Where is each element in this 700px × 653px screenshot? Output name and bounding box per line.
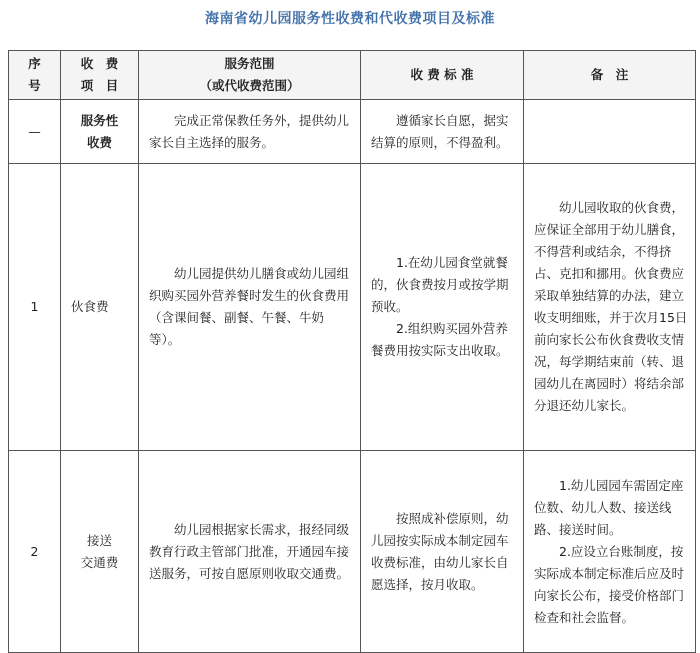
cell-remark: 幼儿园收取的伙食费，应保证全部用于幼儿膳食，不得营利或结余，不得挤占、克扣和挪用。伙食费应采取单独结算的办法，建立收支明细账，并于次月15日前向家长公布伙食费收支情况，每学期结束前（转、退园幼儿在离园时）将结余部分退还幼儿家长。 [524,164,696,451]
cell-item: 接送 交通费 [61,451,139,653]
cell-seq: 1 [9,164,61,451]
cell-seq: 2 [9,451,61,653]
cell-standard: 按照成补偿原则，幼儿园按实际成本制定园车收费标准，由幼儿家长自愿选择，按月收取。 [361,451,524,653]
cell-scope: 幼儿园提供幼儿膳食或幼儿园组织购买园外营养餐时发生的伙食费用（含课间餐、副餐、午餐、牛奶等）。 [139,164,361,451]
cell-item: 伙食费 [61,164,139,451]
table-header-row [9,51,696,100]
table-row [9,164,696,451]
header-seq: 序 号 [9,51,61,100]
cell-scope: 幼儿园根据家长需求，报经同级教育行政主管部门批准，开通园车接送服务，可按自愿原则收取交通费。 [139,451,361,653]
cell-standard: 遵循家长自愿，据实结算的原则，不得盈利。 [361,100,524,164]
header-item: 收 费 项 目 [61,51,139,100]
cell-standard: 1.在幼儿园食堂就餐的，伙食费按月或按学期预收。 2.组织购买园外营养餐费用按实际支出收取。 [361,164,524,451]
cell-remark: 1.幼儿园园车需固定座位数、幼儿人数、接送线路、接送时间。 2.应设立台账制度，按实际成本制定标准后应及时向家长公布，接受价格部门检查和社会监督。 [524,451,696,653]
cell-remark [524,100,696,164]
fee-table [8,50,696,653]
header-standard: 收 费 标 准 [361,51,524,100]
cell-scope: 完成正常保教任务外，提供幼儿家长自主选择的服务。 [139,100,361,164]
table-row [9,100,696,164]
table-row [9,451,696,653]
cell-item: 服务性 收费 [61,100,139,164]
cell-seq: — [9,100,61,164]
page-title: 海南省幼儿园服务性收费和代收费项目及标准 [205,11,495,27]
header-scope: 服务范围 （或代收费范围） [139,51,361,100]
header-remark: 备 注 [524,51,696,100]
